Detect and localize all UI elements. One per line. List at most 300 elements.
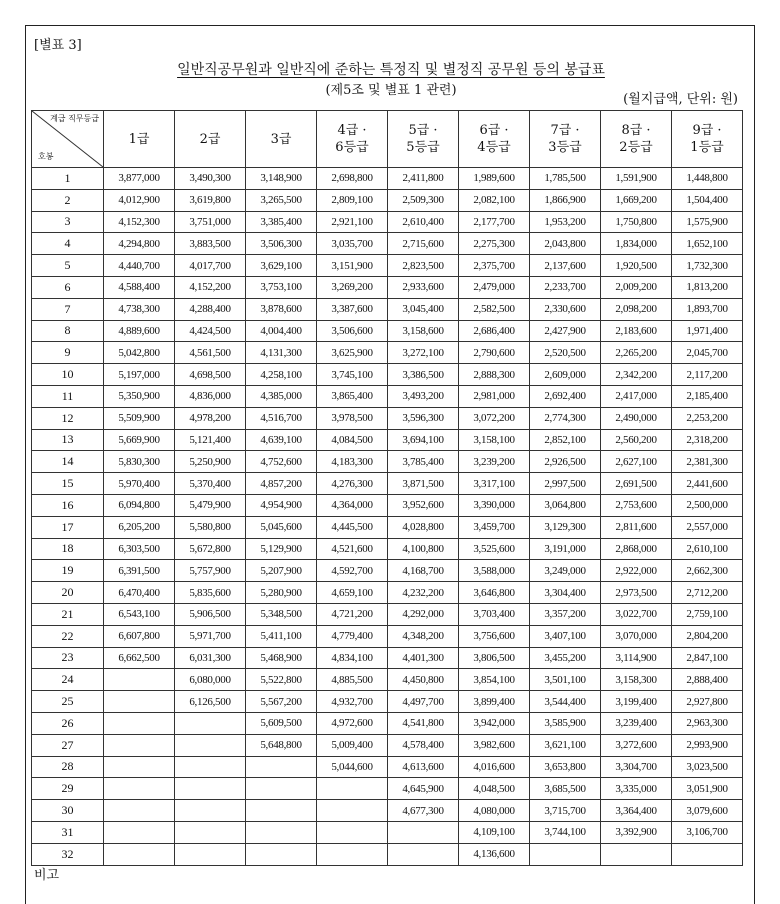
salary-cell: 6,470,400 bbox=[104, 582, 175, 604]
step-cell: 28 bbox=[32, 756, 104, 778]
step-cell: 30 bbox=[32, 800, 104, 822]
salary-cell: 6,607,800 bbox=[104, 625, 175, 647]
salary-cell bbox=[104, 843, 175, 865]
salary-cell: 1,448,800 bbox=[672, 168, 743, 190]
step-cell: 32 bbox=[32, 843, 104, 865]
salary-cell: 4,834,100 bbox=[317, 647, 388, 669]
table-header-row bbox=[32, 111, 743, 168]
salary-cell: 4,516,700 bbox=[246, 407, 317, 429]
column-header bbox=[104, 111, 175, 168]
salary-cell: 2,557,000 bbox=[672, 516, 743, 538]
table-row bbox=[32, 778, 743, 800]
salary-cell: 3,455,200 bbox=[530, 647, 601, 669]
salary-cell: 2,973,500 bbox=[601, 582, 672, 604]
salary-cell: 6,126,500 bbox=[175, 691, 246, 713]
salary-cell bbox=[175, 843, 246, 865]
step-cell: 16 bbox=[32, 494, 104, 516]
column-header-line2: 1등급 bbox=[690, 140, 724, 155]
step-cell: 5 bbox=[32, 255, 104, 277]
salary-cell: 2,009,200 bbox=[601, 276, 672, 298]
salary-cell: 4,677,300 bbox=[388, 800, 459, 822]
column-header bbox=[601, 111, 672, 168]
salary-cell: 5,197,000 bbox=[104, 364, 175, 386]
salary-cell: 2,342,200 bbox=[601, 364, 672, 386]
salary-cell: 5,479,900 bbox=[175, 494, 246, 516]
salary-cell bbox=[104, 712, 175, 734]
column-header bbox=[317, 111, 388, 168]
salary-cell bbox=[317, 800, 388, 822]
table-row bbox=[32, 603, 743, 625]
table-row bbox=[32, 843, 743, 865]
salary-cell bbox=[104, 821, 175, 843]
salary-cell: 1,785,500 bbox=[530, 168, 601, 190]
column-header-line1: 1급 bbox=[128, 131, 150, 147]
salary-cell: 3,387,600 bbox=[317, 298, 388, 320]
salary-cell: 3,265,500 bbox=[246, 189, 317, 211]
salary-cell: 4,932,700 bbox=[317, 691, 388, 713]
salary-cell: 4,639,100 bbox=[246, 429, 317, 451]
table-row bbox=[32, 821, 743, 843]
salary-cell: 3,621,100 bbox=[530, 734, 601, 756]
salary-cell: 4,385,000 bbox=[246, 385, 317, 407]
step-cell: 25 bbox=[32, 691, 104, 713]
salary-cell: 3,064,800 bbox=[530, 494, 601, 516]
salary-cell: 2,610,400 bbox=[388, 211, 459, 233]
salary-cell: 1,920,500 bbox=[601, 255, 672, 277]
table-row bbox=[32, 800, 743, 822]
appendix-tag: [별표 3] bbox=[34, 38, 82, 53]
salary-cell: 4,541,800 bbox=[388, 712, 459, 734]
step-cell: 27 bbox=[32, 734, 104, 756]
salary-cell: 3,035,700 bbox=[317, 233, 388, 255]
salary-cell: 5,835,600 bbox=[175, 582, 246, 604]
salary-cell: 4,152,300 bbox=[104, 211, 175, 233]
step-cell: 29 bbox=[32, 778, 104, 800]
salary-cell: 3,317,100 bbox=[459, 473, 530, 495]
salary-cell: 3,501,100 bbox=[530, 669, 601, 691]
salary-cell: 2,098,200 bbox=[601, 298, 672, 320]
salary-cell: 3,151,900 bbox=[317, 255, 388, 277]
salary-cell: 4,232,200 bbox=[388, 582, 459, 604]
salary-cell: 4,445,500 bbox=[317, 516, 388, 538]
salary-cell bbox=[317, 843, 388, 865]
salary-cell: 2,993,900 bbox=[672, 734, 743, 756]
salary-cell: 2,963,300 bbox=[672, 712, 743, 734]
salary-cell: 1,893,700 bbox=[672, 298, 743, 320]
salary-cell bbox=[104, 734, 175, 756]
step-cell: 22 bbox=[32, 625, 104, 647]
salary-cell: 6,205,200 bbox=[104, 516, 175, 538]
column-header bbox=[672, 111, 743, 168]
salary-cell: 5,009,400 bbox=[317, 734, 388, 756]
salary-cell: 3,806,500 bbox=[459, 647, 530, 669]
salary-cell: 4,521,600 bbox=[317, 538, 388, 560]
salary-cell: 6,303,500 bbox=[104, 538, 175, 560]
step-cell: 12 bbox=[32, 407, 104, 429]
salary-cell: 3,407,100 bbox=[530, 625, 601, 647]
salary-cell: 4,561,500 bbox=[175, 342, 246, 364]
step-cell: 4 bbox=[32, 233, 104, 255]
salary-cell: 2,691,500 bbox=[601, 473, 672, 495]
salary-cell: 3,629,100 bbox=[246, 255, 317, 277]
salary-cell bbox=[246, 843, 317, 865]
column-header-line1: 4급 · bbox=[337, 123, 367, 138]
step-cell: 14 bbox=[32, 451, 104, 473]
column-header-line1: 9급 · bbox=[692, 123, 722, 138]
salary-cell: 2,997,500 bbox=[530, 473, 601, 495]
salary-cell bbox=[104, 669, 175, 691]
salary-cell: 2,045,700 bbox=[672, 342, 743, 364]
salary-cell: 4,004,400 bbox=[246, 320, 317, 342]
table-body bbox=[32, 168, 743, 866]
column-header-line2: 2등급 bbox=[619, 140, 653, 155]
step-cell: 26 bbox=[32, 712, 104, 734]
salary-cell: 1,813,200 bbox=[672, 276, 743, 298]
salary-cell: 3,596,300 bbox=[388, 407, 459, 429]
step-cell: 3 bbox=[32, 211, 104, 233]
salary-cell: 2,759,100 bbox=[672, 603, 743, 625]
salary-cell: 4,292,000 bbox=[388, 603, 459, 625]
salary-cell: 2,500,000 bbox=[672, 494, 743, 516]
salary-cell: 2,715,600 bbox=[388, 233, 459, 255]
column-header bbox=[175, 111, 246, 168]
salary-cell: 4,450,800 bbox=[388, 669, 459, 691]
salary-cell bbox=[246, 778, 317, 800]
salary-cell: 2,686,400 bbox=[459, 320, 530, 342]
salary-cell: 4,109,100 bbox=[459, 821, 530, 843]
salary-cell bbox=[246, 800, 317, 822]
salary-cell: 3,744,100 bbox=[530, 821, 601, 843]
salary-cell: 4,183,300 bbox=[317, 451, 388, 473]
table-row bbox=[32, 407, 743, 429]
salary-cell: 3,588,000 bbox=[459, 560, 530, 582]
salary-cell: 5,370,400 bbox=[175, 473, 246, 495]
salary-cell: 5,609,500 bbox=[246, 712, 317, 734]
salary-cell bbox=[317, 778, 388, 800]
salary-cell bbox=[175, 800, 246, 822]
table-row bbox=[32, 756, 743, 778]
salary-cell bbox=[175, 734, 246, 756]
salary-cell: 3,390,000 bbox=[459, 494, 530, 516]
salary-cell: 3,364,400 bbox=[601, 800, 672, 822]
salary-cell: 2,330,600 bbox=[530, 298, 601, 320]
table-row bbox=[32, 734, 743, 756]
salary-cell: 3,585,900 bbox=[530, 712, 601, 734]
salary-cell bbox=[317, 821, 388, 843]
column-header-line2: 4등급 bbox=[477, 140, 511, 155]
step-cell: 8 bbox=[32, 320, 104, 342]
remarks-label: 비고 bbox=[34, 868, 60, 883]
salary-cell: 2,809,100 bbox=[317, 189, 388, 211]
salary-cell: 1,866,900 bbox=[530, 189, 601, 211]
salary-cell: 5,348,500 bbox=[246, 603, 317, 625]
table-row bbox=[32, 516, 743, 538]
salary-cell: 3,239,200 bbox=[459, 451, 530, 473]
salary-cell bbox=[175, 712, 246, 734]
column-header-line1: 6급 · bbox=[479, 123, 509, 138]
salary-cell: 3,544,400 bbox=[530, 691, 601, 713]
salary-cell: 4,978,200 bbox=[175, 407, 246, 429]
salary-cell: 3,158,600 bbox=[388, 320, 459, 342]
salary-cell: 5,830,300 bbox=[104, 451, 175, 473]
step-cell: 20 bbox=[32, 582, 104, 604]
salary-cell: 4,168,700 bbox=[388, 560, 459, 582]
salary-cell: 4,645,900 bbox=[388, 778, 459, 800]
salary-cell: 2,823,500 bbox=[388, 255, 459, 277]
column-header-line1: 5급 · bbox=[408, 123, 438, 138]
salary-cell: 4,401,300 bbox=[388, 647, 459, 669]
salary-cell: 2,490,000 bbox=[601, 407, 672, 429]
table-row bbox=[32, 298, 743, 320]
step-cell: 1 bbox=[32, 168, 104, 190]
salary-cell: 2,662,300 bbox=[672, 560, 743, 582]
salary-cell: 3,653,800 bbox=[530, 756, 601, 778]
salary-cell: 2,888,300 bbox=[459, 364, 530, 386]
table-row bbox=[32, 473, 743, 495]
salary-cell: 3,703,400 bbox=[459, 603, 530, 625]
salary-table bbox=[31, 110, 743, 866]
salary-cell: 3,385,400 bbox=[246, 211, 317, 233]
salary-cell: 1,971,400 bbox=[672, 320, 743, 342]
salary-cell: 5,207,900 bbox=[246, 560, 317, 582]
salary-cell: 4,885,500 bbox=[317, 669, 388, 691]
salary-cell: 3,051,900 bbox=[672, 778, 743, 800]
salary-cell: 5,129,900 bbox=[246, 538, 317, 560]
step-cell: 21 bbox=[32, 603, 104, 625]
salary-cell: 3,878,600 bbox=[246, 298, 317, 320]
salary-cell: 3,191,000 bbox=[530, 538, 601, 560]
salary-cell: 4,721,200 bbox=[317, 603, 388, 625]
column-header bbox=[246, 111, 317, 168]
salary-cell: 3,883,500 bbox=[175, 233, 246, 255]
salary-cell: 3,072,200 bbox=[459, 407, 530, 429]
salary-cell: 5,250,900 bbox=[175, 451, 246, 473]
salary-cell: 2,520,500 bbox=[530, 342, 601, 364]
salary-cell: 3,106,700 bbox=[672, 821, 743, 843]
salary-cell: 2,698,800 bbox=[317, 168, 388, 190]
salary-cell bbox=[104, 756, 175, 778]
column-header bbox=[388, 111, 459, 168]
step-cell: 18 bbox=[32, 538, 104, 560]
salary-cell: 2,888,400 bbox=[672, 669, 743, 691]
salary-cell: 5,757,900 bbox=[175, 560, 246, 582]
salary-cell bbox=[246, 821, 317, 843]
salary-cell: 3,525,600 bbox=[459, 538, 530, 560]
salary-cell: 2,774,300 bbox=[530, 407, 601, 429]
salary-cell: 1,591,900 bbox=[601, 168, 672, 190]
salary-cell: 3,158,300 bbox=[601, 669, 672, 691]
salary-cell: 3,070,000 bbox=[601, 625, 672, 647]
salary-cell: 4,752,600 bbox=[246, 451, 317, 473]
salary-cell: 2,411,800 bbox=[388, 168, 459, 190]
salary-cell: 4,578,400 bbox=[388, 734, 459, 756]
salary-cell: 4,738,300 bbox=[104, 298, 175, 320]
salary-cell: 5,669,900 bbox=[104, 429, 175, 451]
salary-cell: 3,619,800 bbox=[175, 189, 246, 211]
salary-cell bbox=[104, 778, 175, 800]
salary-cell: 5,468,900 bbox=[246, 647, 317, 669]
salary-cell: 6,094,800 bbox=[104, 494, 175, 516]
column-header-line2: 5등급 bbox=[406, 140, 440, 155]
salary-cell: 3,694,100 bbox=[388, 429, 459, 451]
salary-cell: 3,646,800 bbox=[459, 582, 530, 604]
salary-cell: 4,779,400 bbox=[317, 625, 388, 647]
corner-header bbox=[32, 111, 104, 168]
salary-cell: 3,114,900 bbox=[601, 647, 672, 669]
salary-cell: 4,348,200 bbox=[388, 625, 459, 647]
salary-cell: 4,017,700 bbox=[175, 255, 246, 277]
salary-cell: 4,016,600 bbox=[459, 756, 530, 778]
salary-cell: 2,790,600 bbox=[459, 342, 530, 364]
salary-cell: 1,989,600 bbox=[459, 168, 530, 190]
salary-cell: 4,440,700 bbox=[104, 255, 175, 277]
step-cell: 15 bbox=[32, 473, 104, 495]
document-page bbox=[25, 25, 755, 904]
salary-cell: 4,857,200 bbox=[246, 473, 317, 495]
salary-cell: 3,506,300 bbox=[246, 233, 317, 255]
step-cell: 9 bbox=[32, 342, 104, 364]
salary-cell: 2,043,800 bbox=[530, 233, 601, 255]
salary-cell: 3,045,400 bbox=[388, 298, 459, 320]
salary-cell: 4,972,600 bbox=[317, 712, 388, 734]
document-subtitle: (제5조 및 별표 1 관련) bbox=[325, 83, 457, 98]
step-cell: 7 bbox=[32, 298, 104, 320]
salary-cell: 4,152,200 bbox=[175, 276, 246, 298]
table-row bbox=[32, 385, 743, 407]
table-row bbox=[32, 494, 743, 516]
salary-cell: 3,490,300 bbox=[175, 168, 246, 190]
table-row bbox=[32, 189, 743, 211]
column-header-line1: 7급 · bbox=[550, 123, 580, 138]
salary-cell: 3,982,600 bbox=[459, 734, 530, 756]
salary-cell: 1,669,200 bbox=[601, 189, 672, 211]
table-row bbox=[32, 669, 743, 691]
salary-cell: 2,417,000 bbox=[601, 385, 672, 407]
salary-cell: 3,269,200 bbox=[317, 276, 388, 298]
salary-cell: 2,275,300 bbox=[459, 233, 530, 255]
salary-cell: 5,522,800 bbox=[246, 669, 317, 691]
salary-cell: 6,543,100 bbox=[104, 603, 175, 625]
salary-cell: 6,031,300 bbox=[175, 647, 246, 669]
salary-cell: 4,889,600 bbox=[104, 320, 175, 342]
salary-cell: 4,084,500 bbox=[317, 429, 388, 451]
salary-cell bbox=[175, 778, 246, 800]
salary-cell: 4,100,800 bbox=[388, 538, 459, 560]
salary-cell: 2,811,600 bbox=[601, 516, 672, 538]
salary-cell: 4,028,800 bbox=[388, 516, 459, 538]
salary-cell: 3,715,700 bbox=[530, 800, 601, 822]
salary-cell: 3,871,500 bbox=[388, 473, 459, 495]
salary-cell bbox=[104, 800, 175, 822]
step-cell: 19 bbox=[32, 560, 104, 582]
salary-cell: 2,381,300 bbox=[672, 451, 743, 473]
step-cell: 10 bbox=[32, 364, 104, 386]
salary-cell: 1,504,400 bbox=[672, 189, 743, 211]
salary-cell bbox=[388, 821, 459, 843]
salary-cell bbox=[530, 843, 601, 865]
salary-cell: 2,921,100 bbox=[317, 211, 388, 233]
salary-cell bbox=[246, 756, 317, 778]
salary-cell: 5,280,900 bbox=[246, 582, 317, 604]
salary-cell: 4,698,500 bbox=[175, 364, 246, 386]
salary-cell: 4,592,700 bbox=[317, 560, 388, 582]
salary-cell: 5,411,100 bbox=[246, 625, 317, 647]
salary-cell: 2,582,500 bbox=[459, 298, 530, 320]
corner-grade-label: 계급 직무등급 bbox=[50, 114, 99, 123]
step-cell: 11 bbox=[32, 385, 104, 407]
salary-cell: 2,177,700 bbox=[459, 211, 530, 233]
salary-cell: 3,785,400 bbox=[388, 451, 459, 473]
column-header-line1: 8급 · bbox=[621, 123, 651, 138]
table-row bbox=[32, 276, 743, 298]
document-title: 일반직공무원과 일반직에 준하는 특정직 및 별정직 공무원 등의 봉급표 bbox=[177, 62, 605, 78]
salary-cell: 3,023,500 bbox=[672, 756, 743, 778]
salary-cell: 3,877,000 bbox=[104, 168, 175, 190]
salary-cell: 4,497,700 bbox=[388, 691, 459, 713]
table-row bbox=[32, 691, 743, 713]
salary-cell: 4,294,800 bbox=[104, 233, 175, 255]
salary-cell: 2,927,800 bbox=[672, 691, 743, 713]
salary-cell: 1,750,800 bbox=[601, 211, 672, 233]
salary-cell: 4,424,500 bbox=[175, 320, 246, 342]
salary-cell: 2,627,100 bbox=[601, 451, 672, 473]
salary-cell: 3,022,700 bbox=[601, 603, 672, 625]
salary-cell: 3,756,600 bbox=[459, 625, 530, 647]
salary-cell: 3,625,900 bbox=[317, 342, 388, 364]
column-header bbox=[459, 111, 530, 168]
salary-cell: 2,185,400 bbox=[672, 385, 743, 407]
salary-cell: 2,479,000 bbox=[459, 276, 530, 298]
salary-cell: 2,233,700 bbox=[530, 276, 601, 298]
table-row bbox=[32, 233, 743, 255]
salary-cell: 5,567,200 bbox=[246, 691, 317, 713]
salary-cell: 2,609,000 bbox=[530, 364, 601, 386]
salary-cell: 3,506,600 bbox=[317, 320, 388, 342]
step-cell: 24 bbox=[32, 669, 104, 691]
salary-cell: 3,158,100 bbox=[459, 429, 530, 451]
salary-cell: 2,509,300 bbox=[388, 189, 459, 211]
salary-cell: 2,117,200 bbox=[672, 364, 743, 386]
salary-cell: 2,427,900 bbox=[530, 320, 601, 342]
salary-cell: 3,272,100 bbox=[388, 342, 459, 364]
salary-cell: 2,375,700 bbox=[459, 255, 530, 277]
salary-cell: 3,335,000 bbox=[601, 778, 672, 800]
salary-cell bbox=[175, 756, 246, 778]
salary-cell: 1,652,100 bbox=[672, 233, 743, 255]
table-row bbox=[32, 255, 743, 277]
salary-cell: 4,080,000 bbox=[459, 800, 530, 822]
salary-cell: 5,906,500 bbox=[175, 603, 246, 625]
salary-cell: 5,044,600 bbox=[317, 756, 388, 778]
salary-cell: 6,662,500 bbox=[104, 647, 175, 669]
salary-cell: 3,272,600 bbox=[601, 734, 672, 756]
salary-cell bbox=[601, 843, 672, 865]
column-header-line2: 3등급 bbox=[548, 140, 582, 155]
salary-cell bbox=[175, 821, 246, 843]
salary-cell: 2,692,400 bbox=[530, 385, 601, 407]
salary-cell: 2,610,100 bbox=[672, 538, 743, 560]
step-cell: 2 bbox=[32, 189, 104, 211]
salary-cell bbox=[388, 843, 459, 865]
salary-cell: 3,751,000 bbox=[175, 211, 246, 233]
unit-note: (월지급액, 단위: 원) bbox=[623, 92, 738, 107]
salary-cell: 1,834,000 bbox=[601, 233, 672, 255]
salary-cell: 5,648,800 bbox=[246, 734, 317, 756]
salary-cell: 4,659,100 bbox=[317, 582, 388, 604]
salary-cell: 2,082,100 bbox=[459, 189, 530, 211]
step-cell: 17 bbox=[32, 516, 104, 538]
salary-cell: 3,493,200 bbox=[388, 385, 459, 407]
